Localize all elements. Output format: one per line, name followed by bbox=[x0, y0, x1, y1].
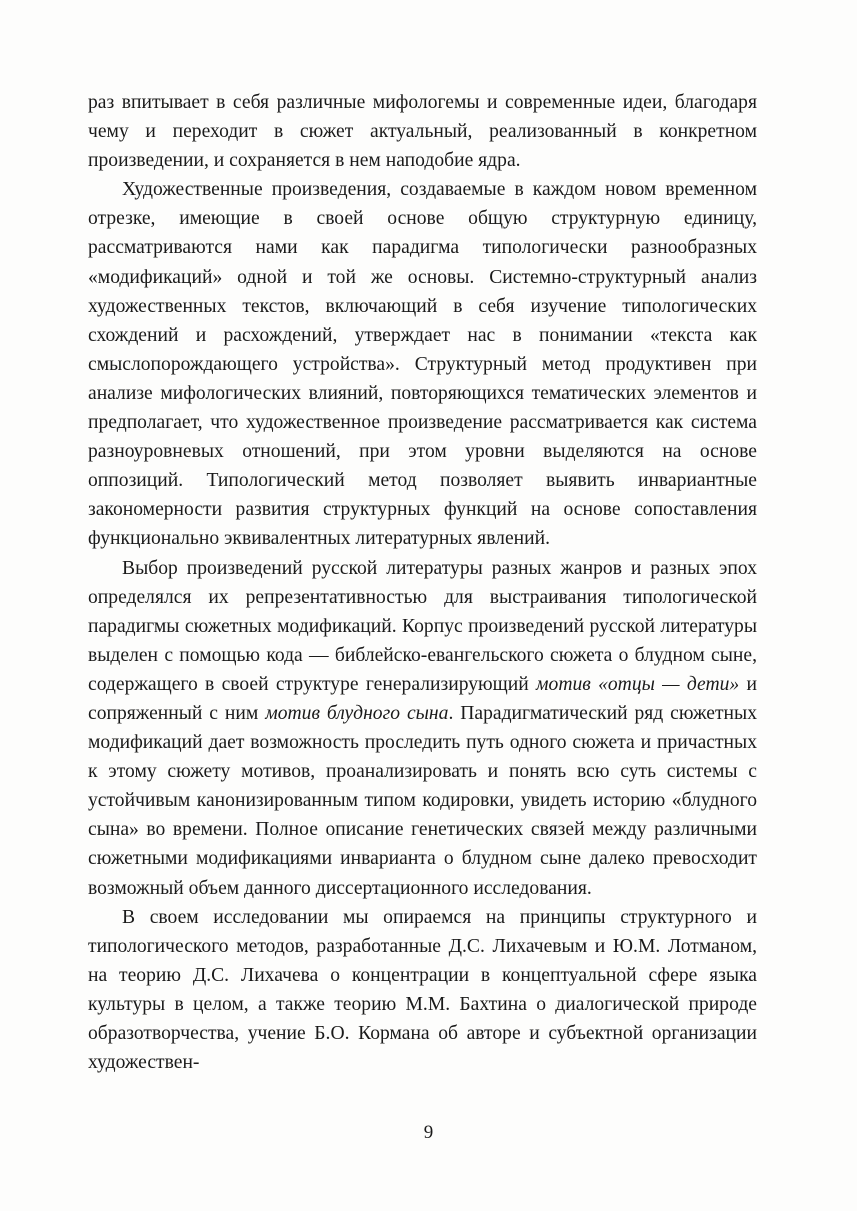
paragraph bbox=[88, 175, 757, 553]
body-text: и сопряженный с ним bbox=[88, 673, 757, 724]
body-text: Художественные произведения, создаваемые в каждом новом временном отрезке, имеющие в своей основе общую структурную единицу, рассматриваются нами как парадигма типологически разнообразных «модификаций» одной и той же основы. Системно-структурный анализ художественных текстов, включающий в себя изучение типологических схождений и расхождений, утверждает нас в понимании «текста как смыслопорождающего устройства». Структурный метод продуктивен при анализе мифологических влияний, повторяющихся тематических элементов и предполагает, что художественное произведение рассматривается как система разноуровневых отношений, при этом уровни выделяются на основе оппозиций. Типологический метод позволяет выявить инвариантные закономерности развития структурных функций на основе сопоставления функционально эквивалентных литературных явлений. bbox=[88, 179, 757, 550]
emphasis-text: мотив блудного сына bbox=[265, 702, 449, 724]
paragraph bbox=[88, 88, 757, 175]
body-text: . Парадигматический ряд сюжетных модификаций дает возможность проследить путь одного сюжета и причастных к этому сюжету мотивов, проанализировать и понять всю суть системы с устойчивым канонизированным типом кодировки, увидеть историю «блудного сына» во времени. Полное описание генетических связей между различными сюжетными модификациями инварианта о блудном сыне далеко превосходит возможный объем данного диссертационного исследования. bbox=[88, 702, 757, 899]
emphasis-text: мотив «отцы — дети» bbox=[536, 673, 740, 695]
paragraph bbox=[88, 554, 757, 903]
paragraph bbox=[88, 903, 757, 1078]
body-text: раз впитывает в себя различные мифологемы и современные идеи, благодаря чему и переходит в сюжет актуальный, реализованный в конкретном произведении, и сохраняется в нем наподобие ядра. bbox=[88, 92, 757, 172]
page-number: 9 bbox=[423, 1122, 434, 1143]
body-text: Выбор произведений русской литературы разных жанров и разных эпох определялся их репрезентативностью для выстраивания типологической парадигмы сюжетных модификаций. Корпус произведений русской литературы выделен с помощью кода — библейско-евангельского сюжета о блудном сыне, содержащего в своей структуре генерализирующий bbox=[88, 557, 757, 695]
body-text: В своем исследовании мы опираемся на принципы структурного и типологического методов, разработанные Д.С. Лихачевым и Ю.М. Лотманом, на теорию Д.С. Лихачева о концентрации в концептуальной сфере языка культуры в целом, а также теорию М.М. Бахтина о диалогической природе образотворчества, учение Б.О. Кормана об авторе и субъектной организации художествен- bbox=[88, 906, 757, 1074]
page-text-body bbox=[88, 88, 757, 1077]
